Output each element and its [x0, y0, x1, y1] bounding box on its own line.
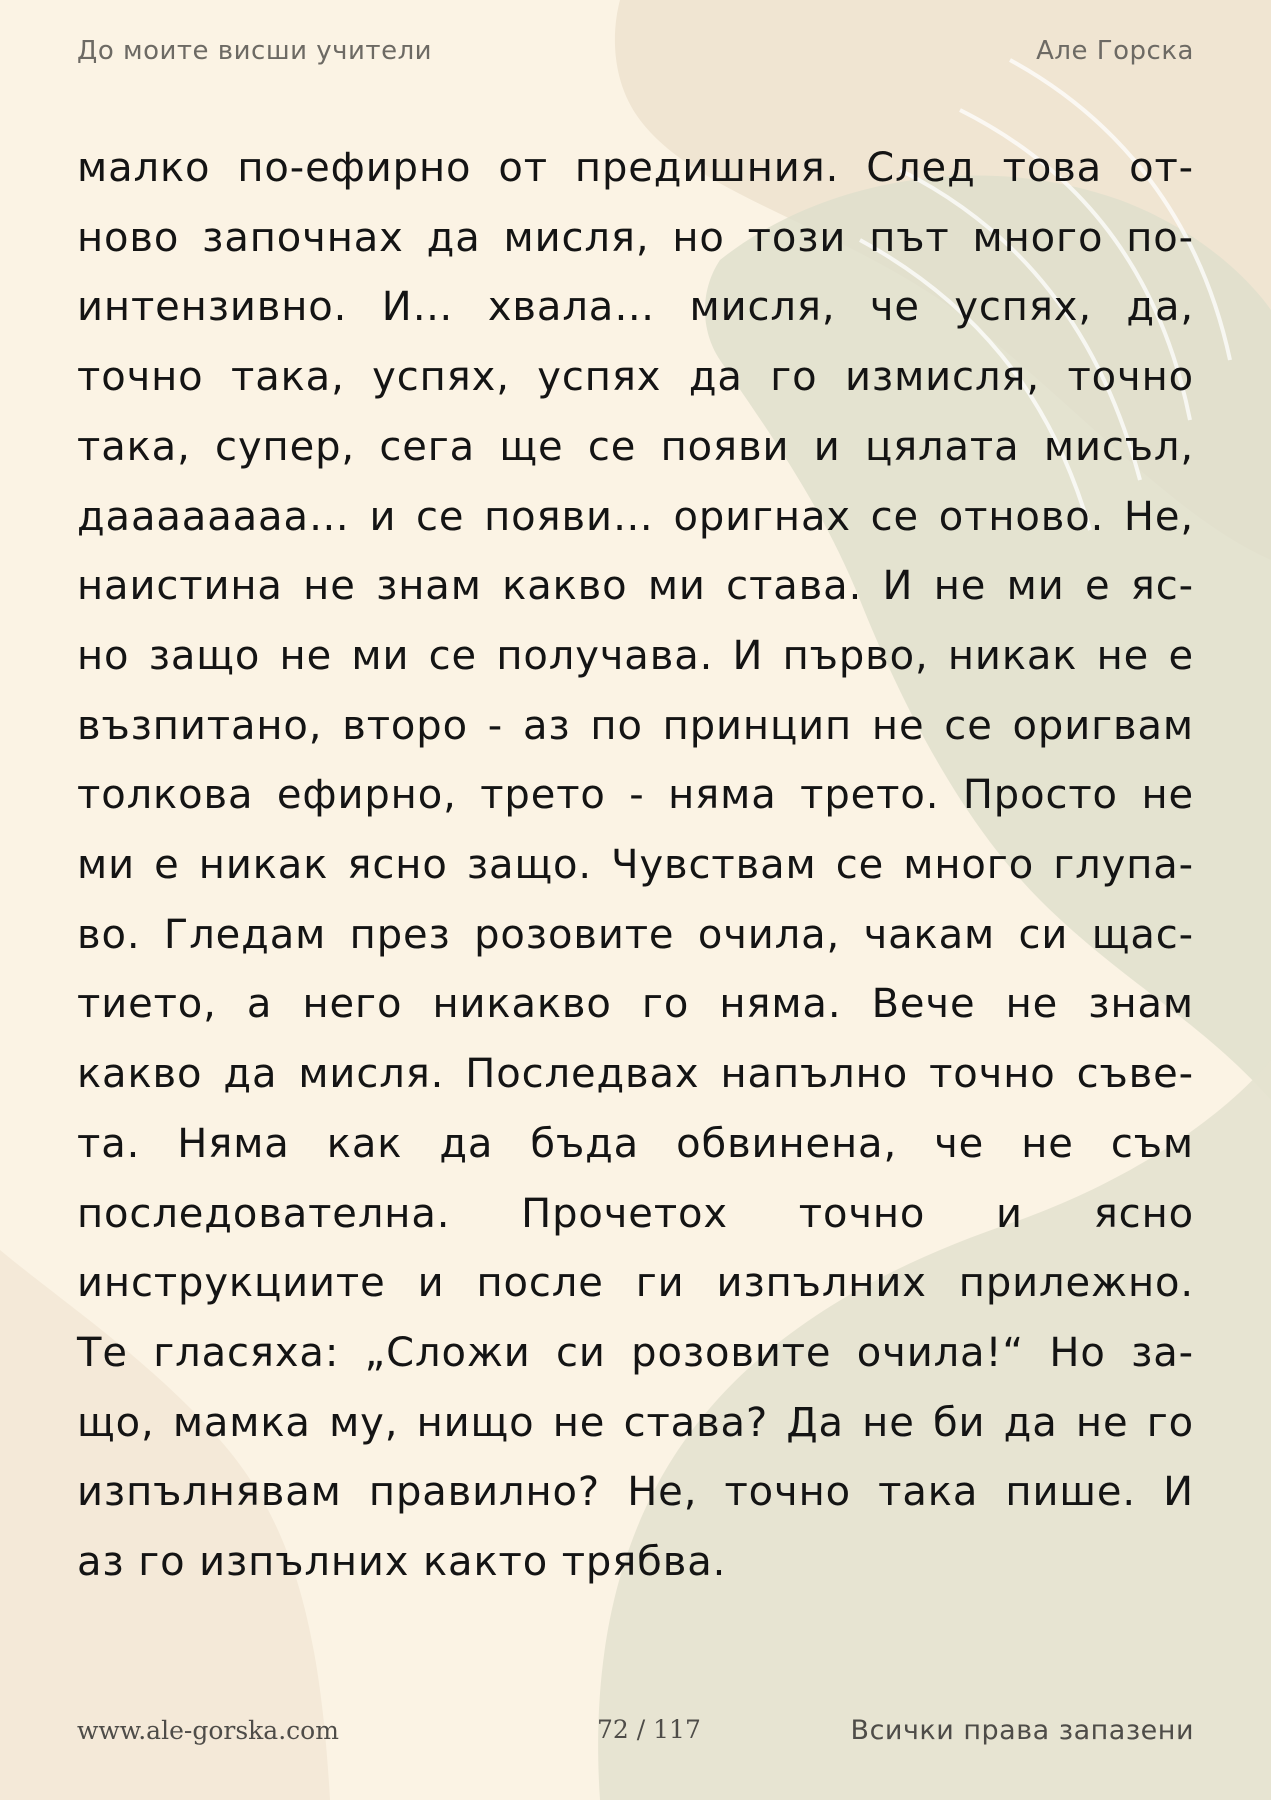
text-line: ново започнах да мисля, но този път много по-: [77, 214, 1194, 261]
text-line: точно така, успях, успях да го измисля, точно: [77, 354, 1194, 401]
text-line: даааааааа… и се появи… оригнах се отново. Не,: [77, 493, 1194, 540]
page-number: 72 / 117: [597, 1715, 701, 1744]
text-line: та. Няма как да бъда обвинена, че не съм: [77, 1120, 1194, 1167]
text-line: възпитано, второ - аз по принцип не се оригвам: [77, 702, 1194, 749]
page-header: [77, 36, 1194, 66]
text-line: но защо не ми се получава. И първо, никак не е: [77, 632, 1194, 679]
text-line: во. Гледам през розовите очила, чакам си щас-: [77, 911, 1194, 958]
text-line: ми е никак ясно защо. Чувствам се много глупа-: [77, 842, 1194, 889]
text-line: малко по-ефирно от предишния. След това от-: [77, 145, 1194, 191]
text-line: интензивно. И… хвала… мисля, че успях, да,: [77, 284, 1194, 331]
text-line: тието, а него никакво го няма. Вече не знам: [77, 981, 1194, 1028]
text-line: що, мамка му, нищо не става? Да не би да не го: [77, 1399, 1194, 1446]
text-line: какво да мисля. Последвах напълно точно съве-: [77, 1051, 1194, 1098]
text-line: толкова ефирно, трето - няма трето. Просто не: [77, 772, 1194, 819]
text-line: аз го изпълних както трябва.: [77, 1539, 727, 1586]
text-line: Те гласяха: „Сложи си розовите очила!“ Но за-: [77, 1329, 1194, 1376]
page-footer: [77, 1715, 1194, 1746]
website-link[interactable]: www.ale-gorska.com: [77, 1716, 339, 1745]
book-title: До моите висши учители: [77, 36, 433, 66]
text-line: така, супер, сега ще се появи и цялата мисъл,: [77, 423, 1194, 470]
author-name: Але Горска: [1036, 36, 1194, 66]
text-line: инструкциите и после ги изпълних прилежно.: [77, 1260, 1194, 1307]
text-line: последователна. Прочетох точно и ясно: [77, 1190, 1194, 1237]
text-line: изпълнявам правилно? Не, точно така пише. И: [77, 1469, 1194, 1516]
copyright-notice: Всички права запазени: [850, 1715, 1194, 1746]
body-text: [77, 134, 1194, 1598]
text-line: наистина не знам какво ми става. И не ми е яс-: [77, 563, 1194, 610]
